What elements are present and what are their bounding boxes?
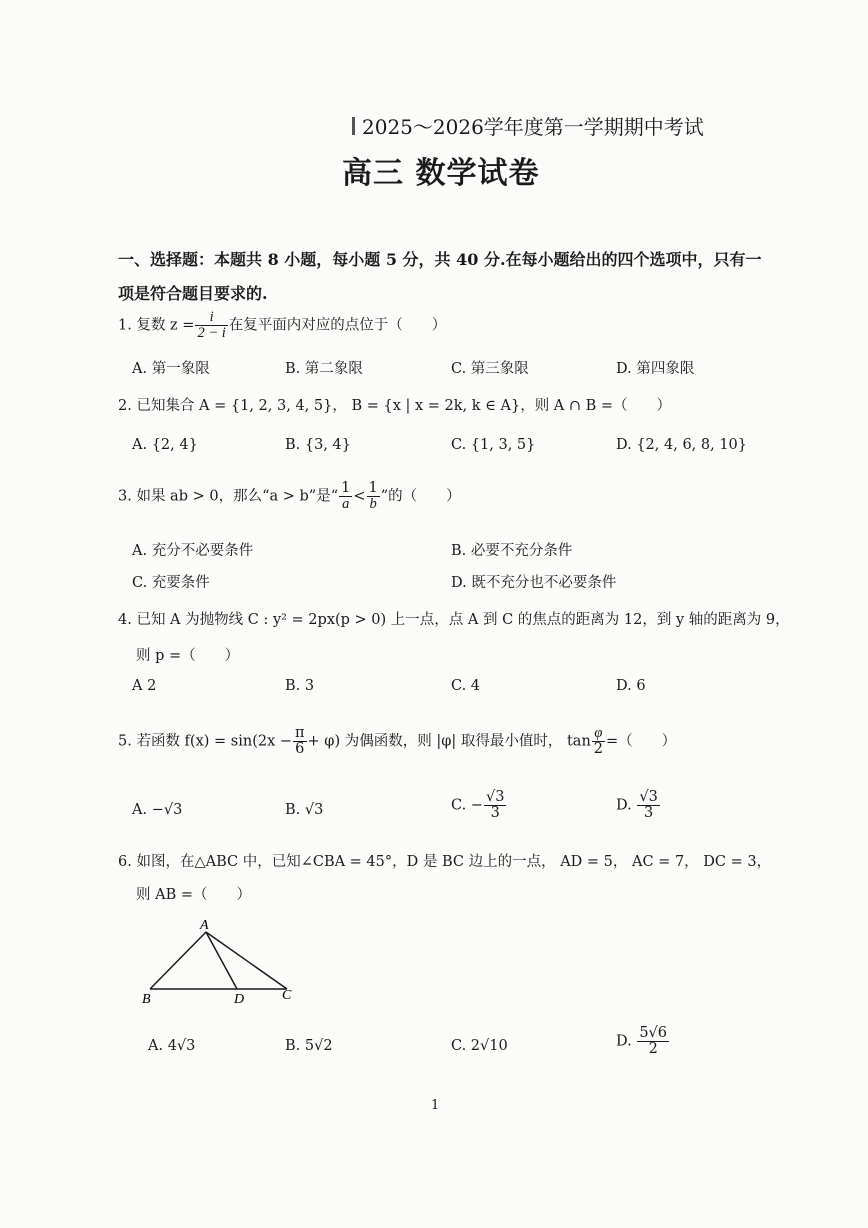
- vertex-a-label: A: [200, 918, 209, 933]
- question-1: [118, 310, 446, 341]
- triangle-figure: [130, 915, 310, 1010]
- q1-option-b: B. 第二象限: [285, 361, 363, 377]
- exam-title: 2025～2026学年度第一学期期中考试: [362, 115, 704, 139]
- q5-pi-num: π: [295, 725, 305, 741]
- q5-option-d: [616, 790, 661, 821]
- q6-option-d-den: 2: [648, 1041, 658, 1058]
- q4-option-a: A 2: [132, 678, 157, 694]
- q5-post: =（ ）: [606, 733, 677, 750]
- q6-option-c: C. 2√10: [451, 1038, 508, 1054]
- q5-option-c-label: C. −: [451, 797, 483, 814]
- section-heading: 一、选择题：本题共 8 小题，每小题 5 分，共 40 分.在每小题给出的四个选项中，只有一: [118, 250, 762, 269]
- q3-frac-b-num: 1: [368, 480, 378, 496]
- q3-fraction-a: [339, 481, 352, 512]
- q1-fraction: [195, 310, 227, 341]
- q1-numerator: i: [195, 310, 227, 326]
- q5-phi-den: 2: [593, 741, 604, 758]
- q1-pre: 1. 复数 z =: [118, 317, 195, 334]
- question-3: [118, 481, 461, 512]
- q5-option-c-den: 3: [490, 805, 500, 822]
- q5-option-a: A. −√3: [132, 802, 183, 818]
- q5-pi-den: 6: [295, 741, 305, 758]
- q5-mid: + φ) 为偶函数，则 |φ| 取得最小值时， tan: [307, 733, 591, 750]
- q1-denominator: 2 − i: [197, 325, 226, 342]
- point-d-label: D: [234, 992, 245, 1007]
- q5-option-d-fraction: [637, 790, 659, 821]
- q3-post: ”的（ ）: [380, 488, 461, 505]
- q1-option-d: D. 第四象限: [616, 361, 695, 377]
- q5-option-b: B. √3: [285, 802, 324, 818]
- q5-pre: 5. 若函数 f(x) = sin(2x −: [118, 733, 293, 750]
- q1-post: 在复平面内对应的点位于（ ）: [228, 317, 447, 334]
- q5-option-d-den: 3: [643, 805, 654, 822]
- q4-option-d: D. 6: [616, 678, 646, 694]
- segment-ad: [206, 932, 237, 989]
- q3-less-than: <: [353, 488, 366, 505]
- q6-option-a: A. 4√3: [148, 1038, 196, 1054]
- q3-frac-b-den: b: [369, 496, 377, 513]
- q3-frac-a-den: a: [342, 496, 350, 513]
- q6-option-b: B. 5√2: [285, 1038, 333, 1054]
- vertex-c-label: C: [282, 988, 292, 1003]
- q5-phi-num: φ: [592, 726, 605, 742]
- q5-option-c-fraction: [484, 790, 506, 821]
- q4-option-b: B. 3: [285, 678, 315, 694]
- question-4-cont: 则 p =（ ）: [136, 648, 240, 664]
- side-ac: [206, 932, 287, 989]
- side-ab: [150, 932, 206, 989]
- q5-option-d-label: D.: [616, 797, 632, 814]
- q2-option-a: A. {2, 4}: [132, 437, 198, 453]
- q2-option-d: D. {2, 4, 6, 8, 10}: [616, 437, 748, 453]
- question-2: 2. 已知集合 A = {1, 2, 3, 4, 5}， B = {x | x = 2k, k ∈ A}，则 A ∩ B =（ ）: [118, 398, 672, 414]
- q5-option-c: [451, 790, 507, 821]
- q5-option-c-num: √3: [485, 789, 505, 805]
- section-heading-cont: 项是符合题目要求的.: [118, 284, 268, 303]
- q3-frac-a-num: 1: [341, 480, 351, 496]
- q6-option-d-num: 5√6: [639, 1025, 668, 1041]
- q5-option-d-num: √3: [639, 789, 658, 805]
- paper-title: 高三 数学试卷: [342, 156, 540, 191]
- q3-option-c: C. 充要条件: [132, 575, 210, 591]
- page-number: 1: [431, 1098, 440, 1113]
- question-4: 4. 已知 A 为抛物线 C : y² = 2px(p > 0) 上一点，点 A 到 C 的焦点的距离为 12，到 y 轴的距离为 9，: [118, 612, 790, 628]
- q6-option-d-label: D.: [616, 1033, 632, 1050]
- q3-fraction-b: [367, 481, 380, 512]
- q2-option-b: B. {3, 4}: [285, 437, 351, 453]
- q3-option-a: A. 充分不必要条件: [132, 543, 254, 559]
- q4-option-c: C. 4: [451, 678, 481, 694]
- q3-option-b: B. 必要不充分条件: [451, 543, 573, 559]
- question-5: [118, 726, 676, 757]
- vertex-b-label: B: [142, 992, 151, 1007]
- q1-option-a: A. 第一象限: [132, 361, 210, 377]
- scan-mark: [352, 117, 355, 135]
- q3-option-d: D. 既不充分也不必要条件: [451, 575, 617, 591]
- q5-phi-fraction: [592, 726, 605, 757]
- question-6: 6. 如图，在△ABC 中，已知∠CBA = 45°，D 是 BC 边上的一点， AD = 5， AC = 7， DC = 3，: [118, 854, 772, 870]
- q5-pi-fraction: [293, 726, 307, 757]
- q1-option-c: C. 第三象限: [451, 361, 529, 377]
- question-6-cont: 则 AB =（ ）: [136, 887, 251, 903]
- q6-option-d: [616, 1026, 670, 1057]
- q6-option-d-fraction: [637, 1026, 669, 1057]
- q3-pre: 3. 如果 ab > 0，那么“a > b”是“: [118, 488, 339, 505]
- q2-option-c: C. {1, 3, 5}: [451, 437, 536, 453]
